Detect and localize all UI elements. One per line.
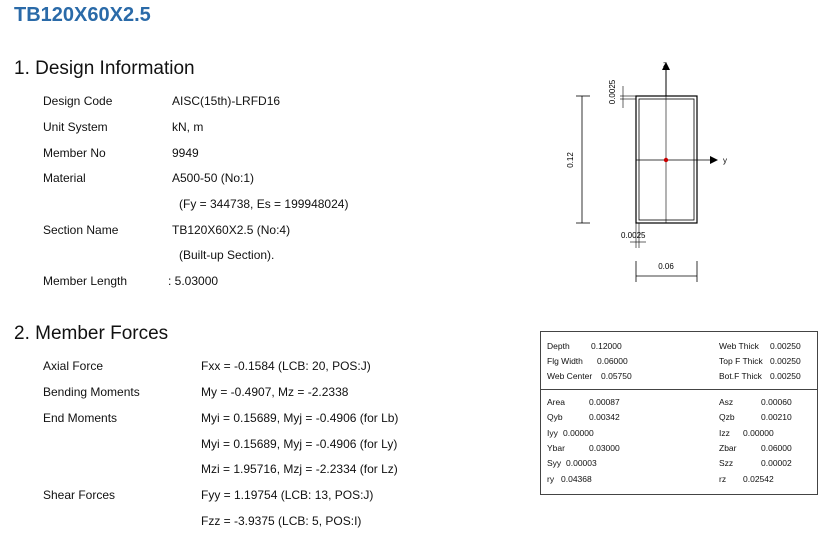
label-end-moments: End Moments — [43, 411, 118, 425]
prop-value: 0.00003 — [566, 458, 597, 468]
value-material-properties: (Fy = 344738, Es = 199948024) — [179, 197, 349, 211]
prop-value: 0.00060 — [761, 397, 792, 407]
prop-label: Qyb — [547, 412, 563, 422]
prop-label: Zbar — [719, 443, 737, 453]
label-member-length: Member Length — [43, 274, 128, 288]
value-axial-force: Fxx = -0.1584 (LCB: 20, POS:J) — [201, 359, 371, 373]
prop-label: Izz — [719, 428, 730, 438]
prop-value: 0.00250 — [770, 356, 801, 366]
document-title: TB120X60X2.5 — [14, 4, 151, 26]
prop-value: 0.02542 — [743, 474, 774, 484]
label-shear-forces: Shear Forces — [43, 488, 116, 502]
top-thickness-dimension: 0.0025 — [608, 79, 617, 105]
prop-value: 0.00002 — [761, 458, 792, 468]
prop-label: rz — [719, 474, 727, 484]
section-diagram — [560, 56, 740, 296]
value-end-moments-lz: Mzi = 1.95716, Mzj = -2.2334 (for Lz) — [201, 462, 398, 476]
prop-label: Iyy — [547, 428, 558, 438]
prop-value: 0.06000 — [761, 443, 792, 453]
prop-label: Flg Width — [547, 356, 583, 366]
value-shear-fyy: Fyy = 1.19754 (LCB: 13, POS:J) — [201, 488, 374, 502]
prop-value: 0.06000 — [597, 356, 628, 366]
value-section-type: (Built-up Section). — [179, 248, 275, 262]
prop-label: Qzb — [719, 412, 735, 422]
prop-label: Web Thick — [719, 341, 759, 351]
prop-value: 0.00250 — [770, 371, 801, 381]
prop-value: 0.00250 — [770, 341, 801, 351]
value-bending-moments: My = -0.4907, Mz = -2.2338 — [201, 385, 349, 399]
prop-value: 0.05750 — [601, 371, 632, 381]
label-section-name: Section Name — [43, 223, 119, 237]
prop-label: Web Center — [547, 371, 593, 381]
prop-value: 0.12000 — [591, 341, 622, 351]
prop-label: Depth — [547, 341, 570, 351]
prop-label: Syy — [547, 458, 562, 468]
prop-label: Area — [547, 397, 565, 407]
value-shear-fzz: Fzz = -3.9375 (LCB: 5, POS:I) — [201, 514, 362, 528]
centroid-marker — [664, 158, 668, 162]
prop-label: Ybar — [547, 443, 565, 453]
table-divider — [541, 389, 817, 390]
height-dimension: 0.12 — [566, 152, 575, 168]
value-unit-system: kN, m — [172, 120, 204, 134]
prop-label: Asz — [719, 397, 734, 407]
prop-value: 0.00210 — [761, 412, 792, 422]
label-material: Material — [43, 171, 86, 185]
prop-value: 0.03000 — [589, 443, 620, 453]
prop-value: 0.00087 — [589, 397, 620, 407]
z-axis-label: z — [663, 60, 667, 69]
label-bending-moments: Bending Moments — [43, 385, 140, 399]
prop-value: 0.00342 — [589, 412, 620, 422]
label-member-no: Member No — [43, 146, 106, 160]
web-thickness-dimension: 0.0025 — [621, 231, 646, 240]
section-heading-design-information: 1. Design Information — [14, 58, 195, 79]
prop-value: 0.04368 — [561, 474, 592, 484]
prop-value: 0.00000 — [743, 428, 774, 438]
section-properties-table — [540, 331, 818, 495]
label-axial-force: Axial Force — [43, 359, 104, 373]
prop-label: Bot.F Thick — [719, 371, 762, 381]
value-member-no: 9949 — [172, 146, 199, 160]
prop-value: 0.00000 — [563, 428, 594, 438]
value-end-moments-lb: Myi = 0.15689, Myj = -0.4906 (for Lb) — [201, 411, 399, 425]
value-design-code: AISC(15th)-LRFD16 — [172, 94, 281, 108]
value-end-moments-ly: Myi = 0.15689, Myj = -0.4906 (for Ly) — [201, 437, 398, 451]
label-design-code: Design Code — [43, 94, 113, 108]
y-axis-label: y — [723, 156, 727, 165]
prop-label: ry — [547, 474, 555, 484]
value-member-length: : 5.03000 — [168, 274, 219, 288]
prop-label: Top F Thick — [719, 356, 763, 366]
value-section-name: TB120X60X2.5 (No:4) — [172, 223, 291, 237]
prop-label: Szz — [719, 458, 734, 468]
value-material: A500-50 (No:1) — [172, 171, 255, 185]
section-heading-member-forces: 2. Member Forces — [14, 323, 169, 344]
width-dimension: 0.06 — [658, 262, 674, 271]
label-unit-system: Unit System — [43, 120, 108, 134]
